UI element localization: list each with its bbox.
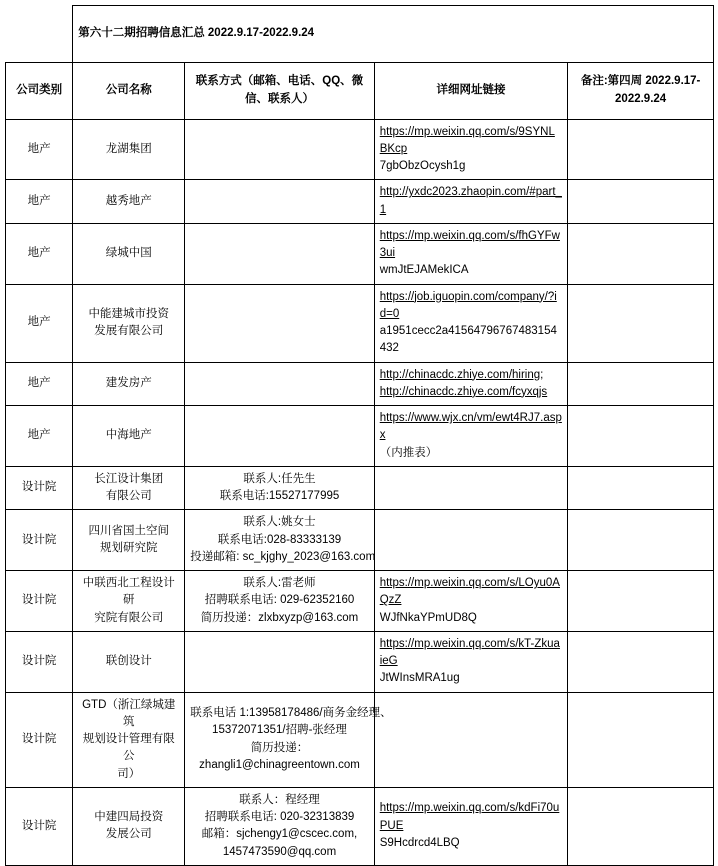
cell-note — [568, 692, 714, 787]
cell-company — [73, 119, 185, 180]
contact-line: 联系人：程经理 — [239, 793, 320, 806]
contact-line: 招聘联系电话: 020-32313839 — [204, 811, 355, 823]
cell-contact — [185, 631, 374, 692]
cell-link — [374, 787, 568, 865]
cell-note — [568, 119, 714, 180]
cell-company — [73, 180, 185, 224]
company-line: 规划设计管理有限公 — [82, 733, 175, 763]
cell-company — [73, 787, 185, 865]
company-line: 四川省国土空间 — [88, 524, 169, 537]
header-note-line2: 2022.9.17-2022.9.24 — [615, 75, 701, 105]
header-note — [568, 62, 714, 119]
company-line: 建发房产 — [105, 377, 152, 390]
table-row — [6, 571, 714, 632]
cell-link — [374, 284, 568, 362]
cell-contact — [185, 692, 392, 787]
cell-contact — [185, 787, 374, 865]
cell-link — [374, 180, 568, 224]
contact-line: 联系电话:15527177995 — [219, 490, 340, 502]
cell-category: 设计院 — [6, 571, 73, 632]
cell-note — [568, 787, 714, 865]
contact-line: 联系人:雷老师 — [243, 577, 316, 589]
cell-contact — [185, 406, 374, 467]
contact-line: 15372071351/招聘-张经理 — [212, 724, 347, 737]
cell-company — [73, 466, 185, 510]
contact-line: 联系人:任先生 — [243, 472, 316, 485]
company-line: 长江设计集团 — [94, 472, 164, 485]
cell-contact — [185, 180, 374, 224]
header-category: 公司类别 — [6, 62, 73, 119]
cell-link — [374, 692, 568, 787]
cell-contact — [185, 362, 374, 406]
cell-note — [568, 180, 714, 224]
contact-line: 简历投递： — [250, 741, 309, 754]
title-spacer — [6, 6, 73, 63]
link-note: WJfNkaYPmUD8Q — [379, 611, 477, 624]
document-title: 第六十二期招聘信息汇总 2022.9.17-2022.9.24 — [73, 6, 714, 63]
table-row — [6, 406, 714, 467]
cell-note — [568, 362, 714, 406]
company-line: 究院有限公司 — [94, 611, 164, 624]
cell-company — [73, 692, 185, 787]
cell-company — [73, 631, 185, 692]
company-line: 联创设计 — [105, 655, 152, 667]
company-line: GTD（浙江绿城建筑 — [82, 698, 176, 728]
cell-contact — [185, 223, 374, 284]
company-line: 有限公司 — [105, 490, 152, 502]
link-note: （内推表） — [379, 446, 438, 459]
link-note: a1951cecc2a41564796767483154432 — [379, 325, 557, 355]
table-row — [6, 510, 714, 571]
cell-category: 地产 — [6, 406, 73, 467]
link-text[interactable]: http://chinacdc.zhiye.com/hiring; — [379, 368, 544, 381]
link-text[interactable]: https://job.iguopin.com/company/?id=0 — [379, 290, 557, 320]
title-row — [6, 6, 714, 63]
cell-category: 地产 — [6, 223, 73, 284]
company-line: 龙湖集团 — [105, 142, 152, 155]
cell-link — [374, 466, 568, 510]
contact-line: 联系人:姚女士 — [243, 516, 316, 529]
cell-category: 地产 — [6, 362, 73, 406]
table-row — [6, 284, 714, 362]
link-note: JtWInsMRA1ug — [379, 672, 460, 685]
cell-category: 地产 — [6, 180, 73, 224]
link-text[interactable]: https://mp.weixin.qq.com/s/9SYNLBKcp — [379, 125, 555, 155]
cell-company — [73, 362, 185, 406]
cell-link — [374, 119, 568, 180]
cell-note — [568, 466, 714, 510]
cell-category: 设计院 — [6, 510, 73, 571]
cell-company — [73, 406, 185, 467]
cell-category: 地产 — [6, 119, 73, 180]
cell-contact — [185, 284, 374, 362]
company-line: 规划研究院 — [99, 542, 158, 555]
header-link: 详细网址链接 — [374, 62, 568, 119]
table-row — [6, 787, 714, 865]
table-row — [6, 180, 714, 224]
header-company: 公司名称 — [73, 62, 185, 119]
link-text[interactable]: https://mp.weixin.qq.com/s/kT-ZkuaieG — [379, 637, 560, 667]
cell-company — [73, 571, 185, 632]
cell-category: 设计院 — [6, 631, 73, 692]
column-header-row — [6, 62, 714, 119]
cell-contact — [185, 466, 374, 510]
cell-link — [374, 631, 568, 692]
link-text[interactable]: https://mp.weixin.qq.com/s/fhGYFw3ui — [379, 229, 560, 259]
link-text[interactable]: https://mp.weixin.qq.com/s/LOyu0AQzZ — [379, 577, 560, 607]
header-note-line1: 备注:第四周 — [580, 75, 643, 88]
contact-line: 邮箱：sjchengy1@cscec.com, — [201, 828, 358, 841]
company-line: 绿城中国 — [105, 247, 152, 259]
contact-line: 简历投递：zlxbxyzp@163.com — [200, 611, 359, 624]
cell-contact — [185, 119, 374, 180]
cell-company — [73, 223, 185, 284]
cell-link — [374, 223, 568, 284]
link-text[interactable]: http://yxdc2023.zhaopin.com/#part_1 — [379, 186, 562, 216]
link-text[interactable]: http://chinacdc.zhiye.com/fcyxqjs — [379, 385, 548, 398]
cell-link — [374, 406, 568, 467]
company-line: 中海地产 — [105, 429, 152, 442]
contact-line: 投递邮箱: sc_kjghy_2023@163.com — [190, 550, 376, 563]
table-row — [6, 119, 714, 180]
recruitment-table — [5, 5, 714, 866]
cell-link — [374, 362, 568, 406]
cell-note — [568, 406, 714, 467]
link-text[interactable]: https://www.wjx.cn/vm/ewt4RJ7.aspx — [379, 412, 562, 442]
table-header — [6, 6, 714, 120]
link-note: S9Hcdrcd4LBQ — [379, 836, 460, 849]
cell-company — [73, 284, 185, 362]
cell-contact — [185, 571, 374, 632]
cell-category: 设计院 — [6, 466, 73, 510]
cell-note — [568, 571, 714, 632]
company-line: 发展有限公司 — [94, 325, 164, 337]
cell-note — [568, 284, 714, 362]
cell-note — [568, 631, 714, 692]
cell-link — [374, 571, 568, 632]
table-body — [6, 119, 714, 865]
contact-line: 招聘联系电话: 029-62352160 — [204, 594, 355, 607]
contact-line: zhangli1@chinagreentown.com — [199, 758, 360, 771]
table-row — [6, 362, 714, 406]
contact-line: 1457473590@qq.com — [222, 845, 337, 858]
company-line: 中能建城市投资 — [88, 307, 169, 320]
link-text[interactable]: https://mp.weixin.qq.com/s/kdFi70uPUE — [379, 802, 560, 832]
cell-contact — [185, 510, 374, 571]
company-line: 中建四局投资 — [94, 811, 164, 823]
table-row — [6, 631, 714, 692]
cell-category: 设计院 — [6, 787, 73, 865]
table-row — [6, 223, 714, 284]
header-contact: 联系方式（邮箱、电话、QQ、微信、联系人） — [185, 62, 374, 119]
cell-note — [568, 510, 714, 571]
cell-note — [568, 223, 714, 284]
link-note: 7gbObzOcysh1g — [379, 160, 466, 172]
contact-line: 联系电话:028-83333139 — [217, 533, 342, 546]
link-note: wmJtEJAMekICA — [379, 264, 469, 277]
company-line: 发展公司 — [105, 828, 152, 841]
document-page — [0, 5, 718, 858]
cell-category: 设计院 — [6, 692, 73, 787]
cell-link — [374, 510, 568, 571]
cell-category: 地产 — [6, 284, 73, 362]
company-line: 司） — [117, 767, 141, 780]
cell-company — [73, 510, 185, 571]
table-row — [6, 466, 714, 510]
table-row — [6, 692, 714, 787]
company-line: 越秀地产 — [105, 194, 152, 207]
company-line: 中联西北工程设计研 — [82, 577, 175, 607]
contact-line: 联系电话 1:13958178486/商务金经理、 — [190, 707, 392, 720]
